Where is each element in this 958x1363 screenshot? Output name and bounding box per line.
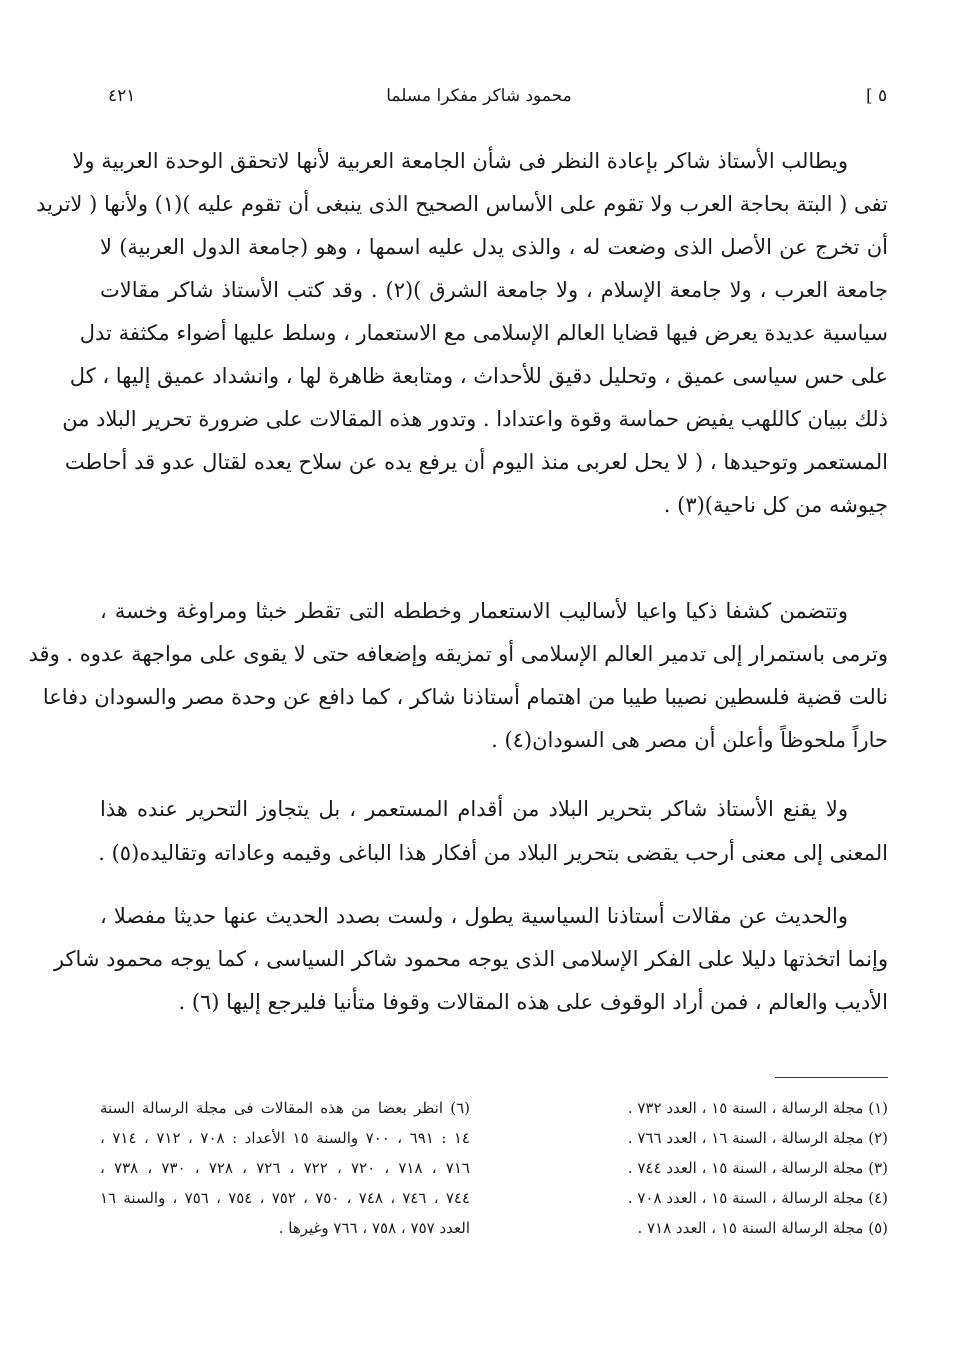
section-mark: [ ٥ (866, 86, 888, 106)
footnote-line: ٧١٦ ، ٧١٨ ، ٧٢٠ ، ٧٢٢ ، ٧٢٦ ، ٧٢٨ ، ٧٣٠ ، ٧٣٨ ، (100, 1159, 470, 1177)
footnote-line: (٤) مجلة الرسالة ، السنة ١٥ ، العدد ٧٠٨ . (627, 1189, 888, 1207)
paragraph-1-line: على حس سياسى عميق ، وتحليل دقيق للأحداث ، ومتابعة ظاهرة لها ، وانشداد عميق إليها ، كل (69, 364, 888, 388)
paragraph-4-line: وإنما اتخذتها دليلا على الفكر الإسلامى الذى يوجه محمود شاكر السياسى ، كما يوجه محمود شاكر (53, 947, 888, 971)
footnote-line: (٣) مجلة الرسالة ، السنة ١٥ ، العدد ٧٤٤ . (627, 1159, 888, 1177)
footnote-line: (٢) مجلة الرسالة ، السنة ١٦ ، العدد ٧٦٦ . (627, 1129, 888, 1147)
footnote-line: (٥) مجلة الرسالة السنة ١٥ ، العدد ٧١٨ . (637, 1219, 888, 1237)
footnote-line: ٧٤٤ ، ٧٤٦ ، ٧٤٨ ، ٧٥٠ ، ٧٥٢ ، ٧٥٤ ، ٧٥٦ ، والسنة ١٦ (100, 1189, 471, 1207)
footnote-line: (٦) انظر بعضا من هذه المقالات فى مجلة الرسالة السنة (100, 1099, 470, 1117)
footnote-line: ١٤ : ٦٩١ ، ٧٠٠ والسنة ١٥ الأعداد : ٧٠٨ ، ٧١٢ ، ٧١٤ ، (100, 1129, 470, 1147)
footnote-line: (١) مجلة الرسالة ، السنة ١٥ ، العدد ٧٣٢ . (627, 1099, 888, 1117)
paragraph-2-line: وترمى باستمرار إلى تدمير العالم الإسلامى أو تمزيقه وإضعافه حتى لا يقوى على مواجهة عدوه . وقد (28, 642, 888, 666)
paragraph-4-line: والحديث عن مقالات أستاذنا السياسية يطول ، ولست بصدد الحديث عنها حديثا مفصلا ، (100, 904, 848, 928)
paragraph-1-line: جيوشه من كل ناحية)(٣) . (663, 493, 888, 517)
paragraph-2-line: نالت قضية فلسطين نصيبا طيبا من اهتمام أستاذنا شاكر ، كما دافع عن وحدة مصر والسودان دفاعا (42, 685, 888, 709)
paragraph-3-line: المعنى إلى معنى أرحب يقضى بتحرير البلاد من أفكار هذا الباغى وقيمه وعاداته وتقاليده(٥) . (98, 841, 888, 865)
paragraph-3-line: ولا يقنع الأستاذ شاكر بتحرير البلاد من أقدام المستعمر ، بل يتجاوز التحرير عنده هذا (100, 797, 848, 821)
paragraph-1-line: المستعمر وتوحيدها ، ( لا يحل لعربى منذ اليوم أن يرفع يده عن سلاح يعده لقتال عدو قد أحاطت (64, 450, 888, 474)
paragraph-2-line: وتتضمن كشفا ذكيا واعيا لأساليب الاستعمار وخططه التى تقطر خبثا ومراوغة وخسة ، (100, 599, 848, 623)
paragraph-1-line: أن تخرج عن الأصل الذى وضعت له ، والذى يدل عليه اسمها ، وهو (جامعة الدول العربية) لا (100, 235, 888, 259)
paragraph-1-line: ذلك ببيان كاللهب يفيض حماسة وقوة واعتدادا . وتدور هذه المقالات على ضرورة تحرير البلاد من (62, 407, 888, 431)
paragraph-1-line: جامعة العرب ، ولا جامعة الإسلام ، ولا جامعة الشرق )(٢) . وقد كتب الأستاذ شاكر مقالات (100, 278, 888, 302)
paragraph-1-line: ويطالب الأستاذ شاكر بإعادة النظر فى شأن الجامعة العربية لأنها لاتحقق الوحدة العربية ولا (72, 149, 848, 173)
running-title: محمود شاكر مفكرا مسلما (386, 86, 572, 106)
paragraph-1-line: تفى ( البتة بحاجة العرب ولا تقوم على الأساس الصحيح الذى ينبغى أن تقوم عليه )(١) ولأنها ( لاتريد (36, 192, 888, 216)
footnote-separator (775, 1077, 888, 1078)
paragraph-2-line: حاراً ملحوظاً وأعلن أن مصر هى السودان(٤) . (491, 728, 888, 752)
page-number: ٤٢١ (108, 86, 136, 106)
paragraph-4-line: الأديب والعالم ، فمن أراد الوقوف على هذه المقالات وقوفا متأنيا فليرجع إليها (٦) . (178, 990, 888, 1014)
footnote-line: العدد ٧٥٧ ، ٧٥٨ ، ٧٦٦ وغيرها . (278, 1219, 470, 1237)
paragraph-1-line: سياسية عديدة يعرض فيها قضايا العالم الإسلامى مع الاستعمار ، وسلط عليها أضواء مكثفة تدل (79, 321, 888, 345)
